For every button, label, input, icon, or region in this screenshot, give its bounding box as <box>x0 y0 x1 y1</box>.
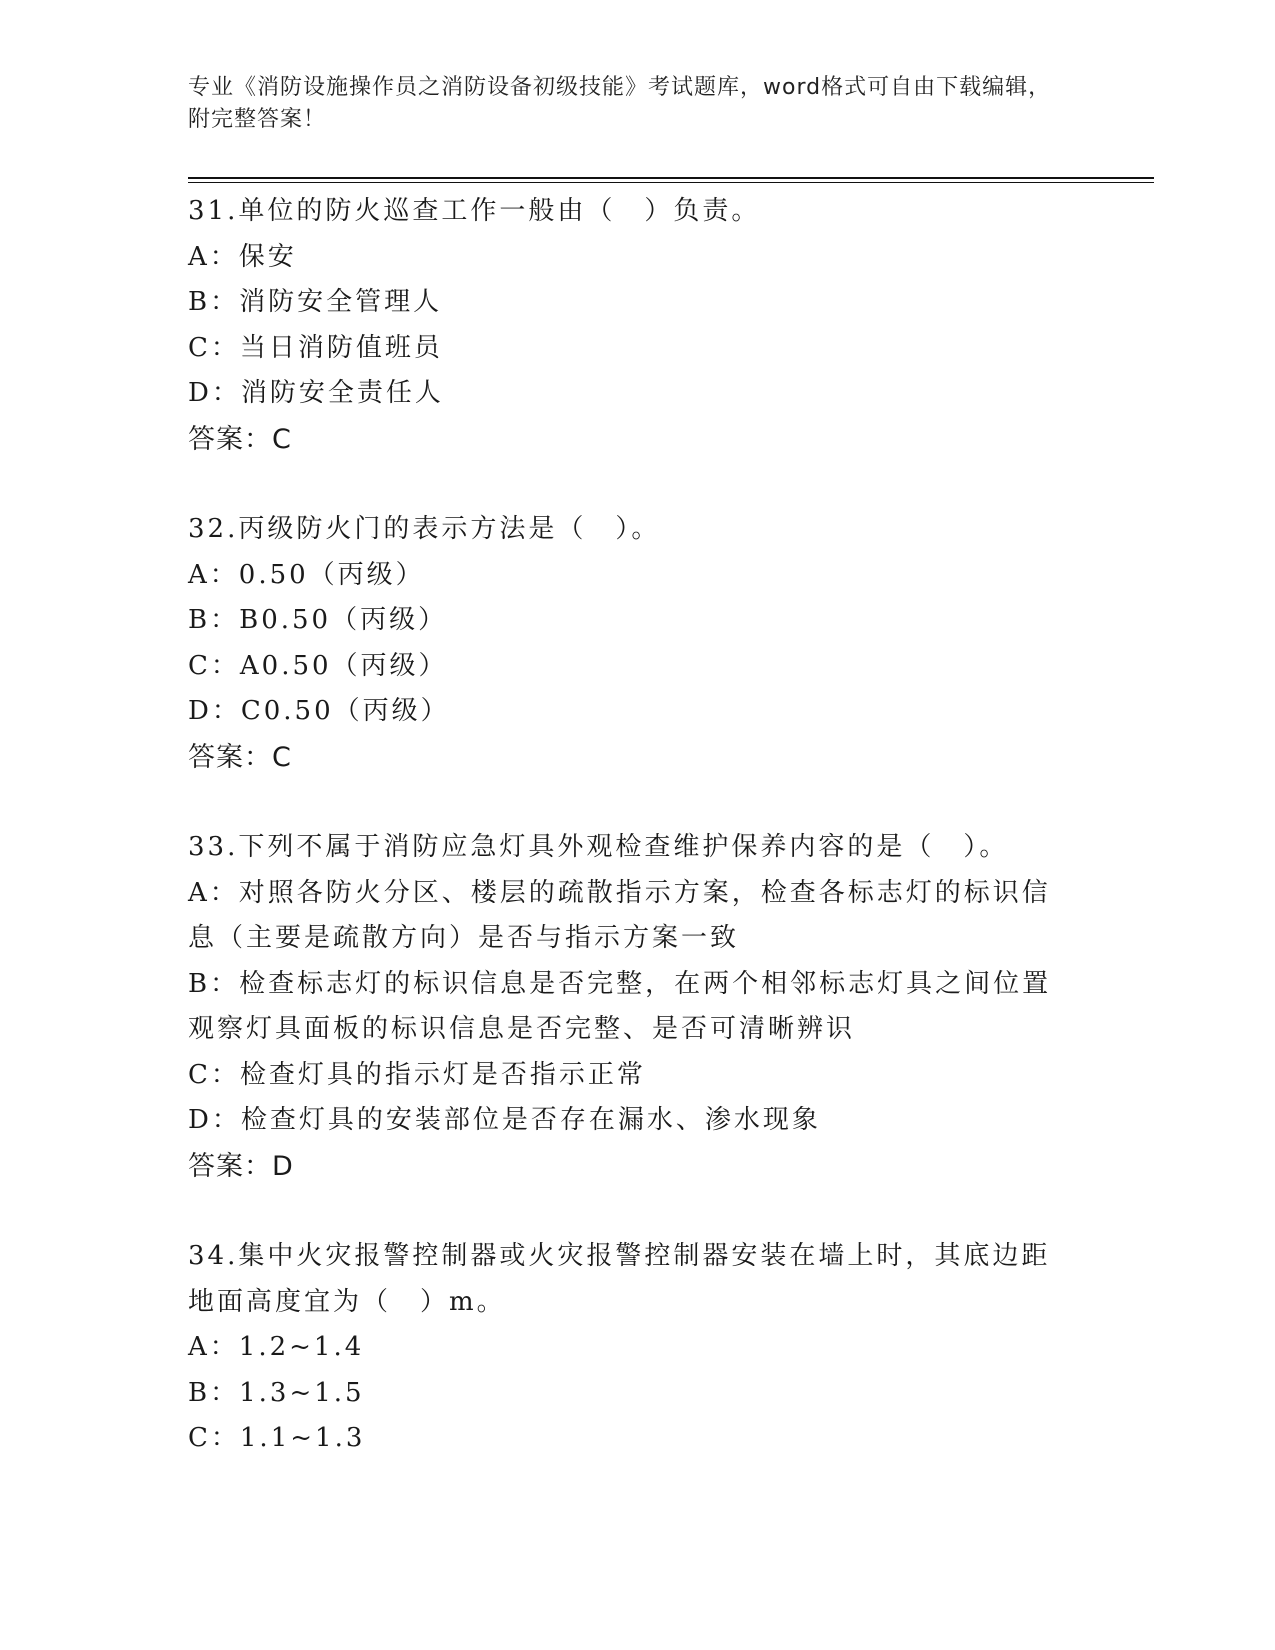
header-rule-thick <box>188 177 1154 179</box>
option-b: B：1.3~1.5 <box>188 1377 365 1408</box>
question-stem: 31.单位的防火巡查工作一般由（ ）负责。 <box>188 196 761 226</box>
option-c: C：1.1~1.3 <box>188 1423 366 1453</box>
answer-label: 答案：C <box>188 741 292 773</box>
option-c: C：当日消防值班员 <box>188 332 443 363</box>
option-b: B：B0.50（丙级） <box>188 605 448 635</box>
question-34 <box>188 1234 1078 1462</box>
option-d: D：消防安全责任人 <box>188 378 444 408</box>
option-c: C：A0.50（丙级） <box>188 650 448 681</box>
question-stem: 34.集中火灾报警控制器或火灾报警控制器安装在墙上时，其底边距地面高度宜为（ ）m。 <box>188 1241 1051 1317</box>
question-31 <box>188 189 1078 462</box>
option-a: A：0.50（丙级） <box>188 559 425 590</box>
option-c: C：检查灯具的指示灯是否指示正常 <box>188 1059 646 1090</box>
option-b: B：检查标志灯的标识信息是否完整，在两个相邻标志灯具之间位置观察灯具面板的标识信息是否完整、是否可清晰辨识 <box>188 968 1052 1044</box>
question-32 <box>188 507 1078 780</box>
option-a: A：对照各防火分区、楼层的疏散指示方案，检查各标志灯的标识信息（主要是疏散方向）是否与指示方案一致 <box>188 877 1051 953</box>
option-d: D：检查灯具的安装部位是否存在漏水、渗水现象 <box>188 1105 821 1135</box>
answer-label: 答案：D <box>188 1150 294 1182</box>
option-a: A：1.2~1.4 <box>188 1332 365 1362</box>
question-stem: 32.丙级防火门的表示方法是（ ）。 <box>188 514 661 544</box>
option-a: A：保安 <box>188 241 297 272</box>
question-stem: 33.下列不属于消防应急灯具外观检查维护保养内容的是（ ）。 <box>188 832 1009 862</box>
option-b: B：消防安全管理人 <box>188 287 443 317</box>
document-header: 专业《消防设施操作员之消防设备初级技能》考试题库，word格式可自由下载编辑，附完整答案！ <box>188 75 1052 132</box>
question-list <box>188 189 1078 1507</box>
option-d: D：C0.50（丙级） <box>188 696 450 726</box>
answer-label: 答案：C <box>188 423 292 455</box>
question-33 <box>188 825 1078 1189</box>
header-rule-thin <box>188 182 1154 183</box>
